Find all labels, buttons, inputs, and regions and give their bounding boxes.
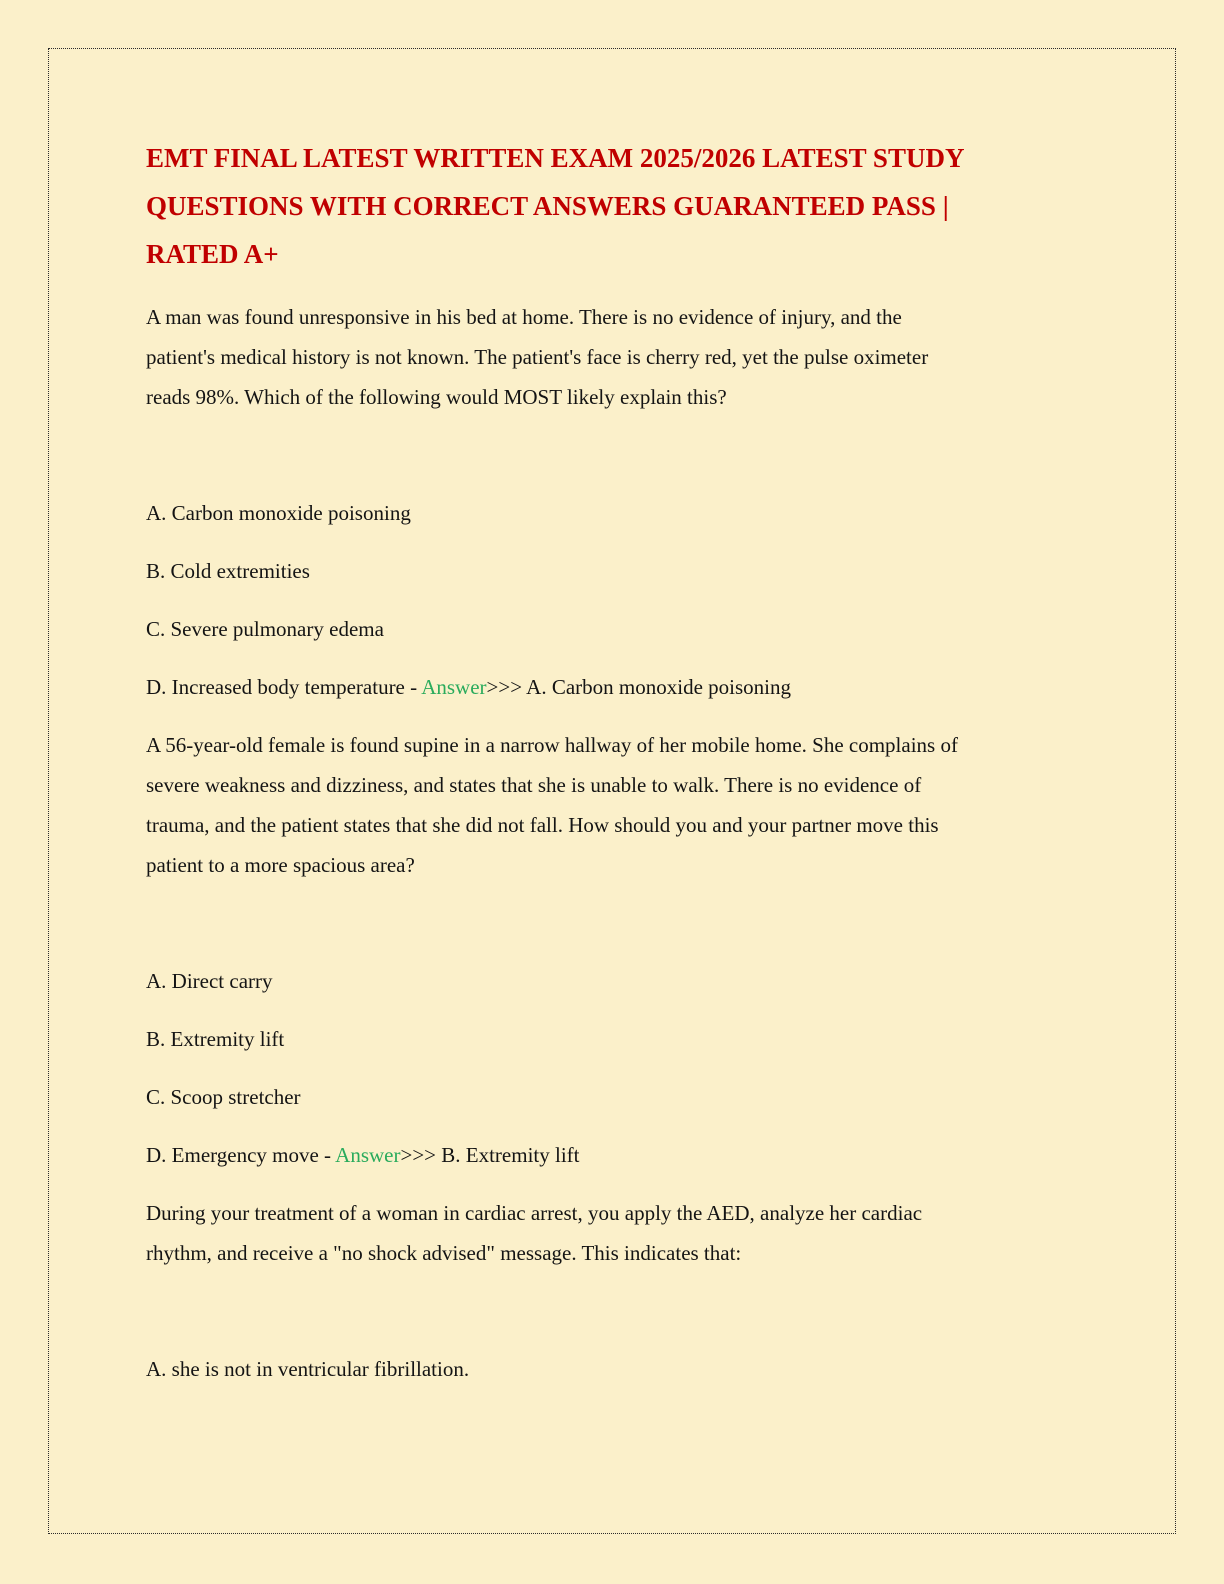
answer-label: Answer [421, 675, 487, 699]
exam-title-line: QUESTIONS WITH CORRECT ANSWERS GUARANTEED PASS | [146, 191, 949, 221]
question-text-line: patient to a more spacious area? [146, 853, 415, 877]
question-text-line: patient's medical history is not known. The patient's face is cherry red, yet the pulse oximeter [146, 345, 929, 369]
correct-answer-text: >>> B. Extremity lift [400, 1143, 580, 1167]
exam-title-line: EMT FINAL LATEST WRITTEN EXAM 2025/2026 LATEST STUDY [146, 143, 965, 173]
question-1-option-a: A. Carbon monoxide poisoning [146, 501, 411, 525]
exam-title-line: RATED A+ [146, 239, 279, 269]
option-text: D. Emergency move - [146, 1143, 336, 1167]
option-text: D. Increased body temperature - [146, 675, 422, 699]
question-2-text [146, 725, 1125, 885]
question-3-text [146, 1193, 1125, 1273]
blank-paragraph [146, 435, 1125, 475]
question-2-option-c: C. Scoop stretcher [146, 1085, 301, 1109]
exam-title [146, 134, 1125, 278]
question-1-option-b: B. Cold extremities [146, 559, 310, 583]
question-text-line: During your treatment of a woman in cardiac arrest, you apply the AED, analyze her cardiac [146, 1201, 923, 1225]
question-1-option-c: C. Severe pulmonary edema [146, 617, 384, 641]
question-text-line: rhythm, and receive a "no shock advised" message. This indicates that: [146, 1241, 742, 1265]
question-text-line: A 56-year-old female is found supine in a narrow hallway of her mobile home. She complains of [146, 733, 958, 757]
question-text-line: severe weakness and dizziness, and states that she is unable to walk. There is no evidence of [146, 773, 922, 797]
question-3-option-a: A. she is not in ventricular fibrillation. [146, 1357, 470, 1381]
question-text-line: trauma, and the patient states that she did not fall. How should you and your partner move this [146, 813, 939, 837]
question-1-option-d-with-answer [146, 667, 1125, 707]
blank-paragraph [146, 903, 1125, 943]
correct-answer-text: >>> A. Carbon monoxide poisoning [486, 675, 791, 699]
question-text-line: reads 98%. Which of the following would MOST likely explain this? [146, 385, 727, 409]
page-border-frame [48, 48, 1176, 1534]
question-2-option-b: B. Extremity lift [146, 1027, 285, 1051]
question-1-text [146, 297, 1125, 417]
answer-label: Answer [335, 1143, 401, 1167]
blank-paragraph [146, 1291, 1125, 1331]
question-text-line: A man was found unresponsive in his bed at home. There is no evidence of injury, and the [146, 305, 902, 329]
question-2-option-d-with-answer [146, 1135, 1125, 1175]
question-2-option-a: A. Direct carry [146, 969, 273, 993]
